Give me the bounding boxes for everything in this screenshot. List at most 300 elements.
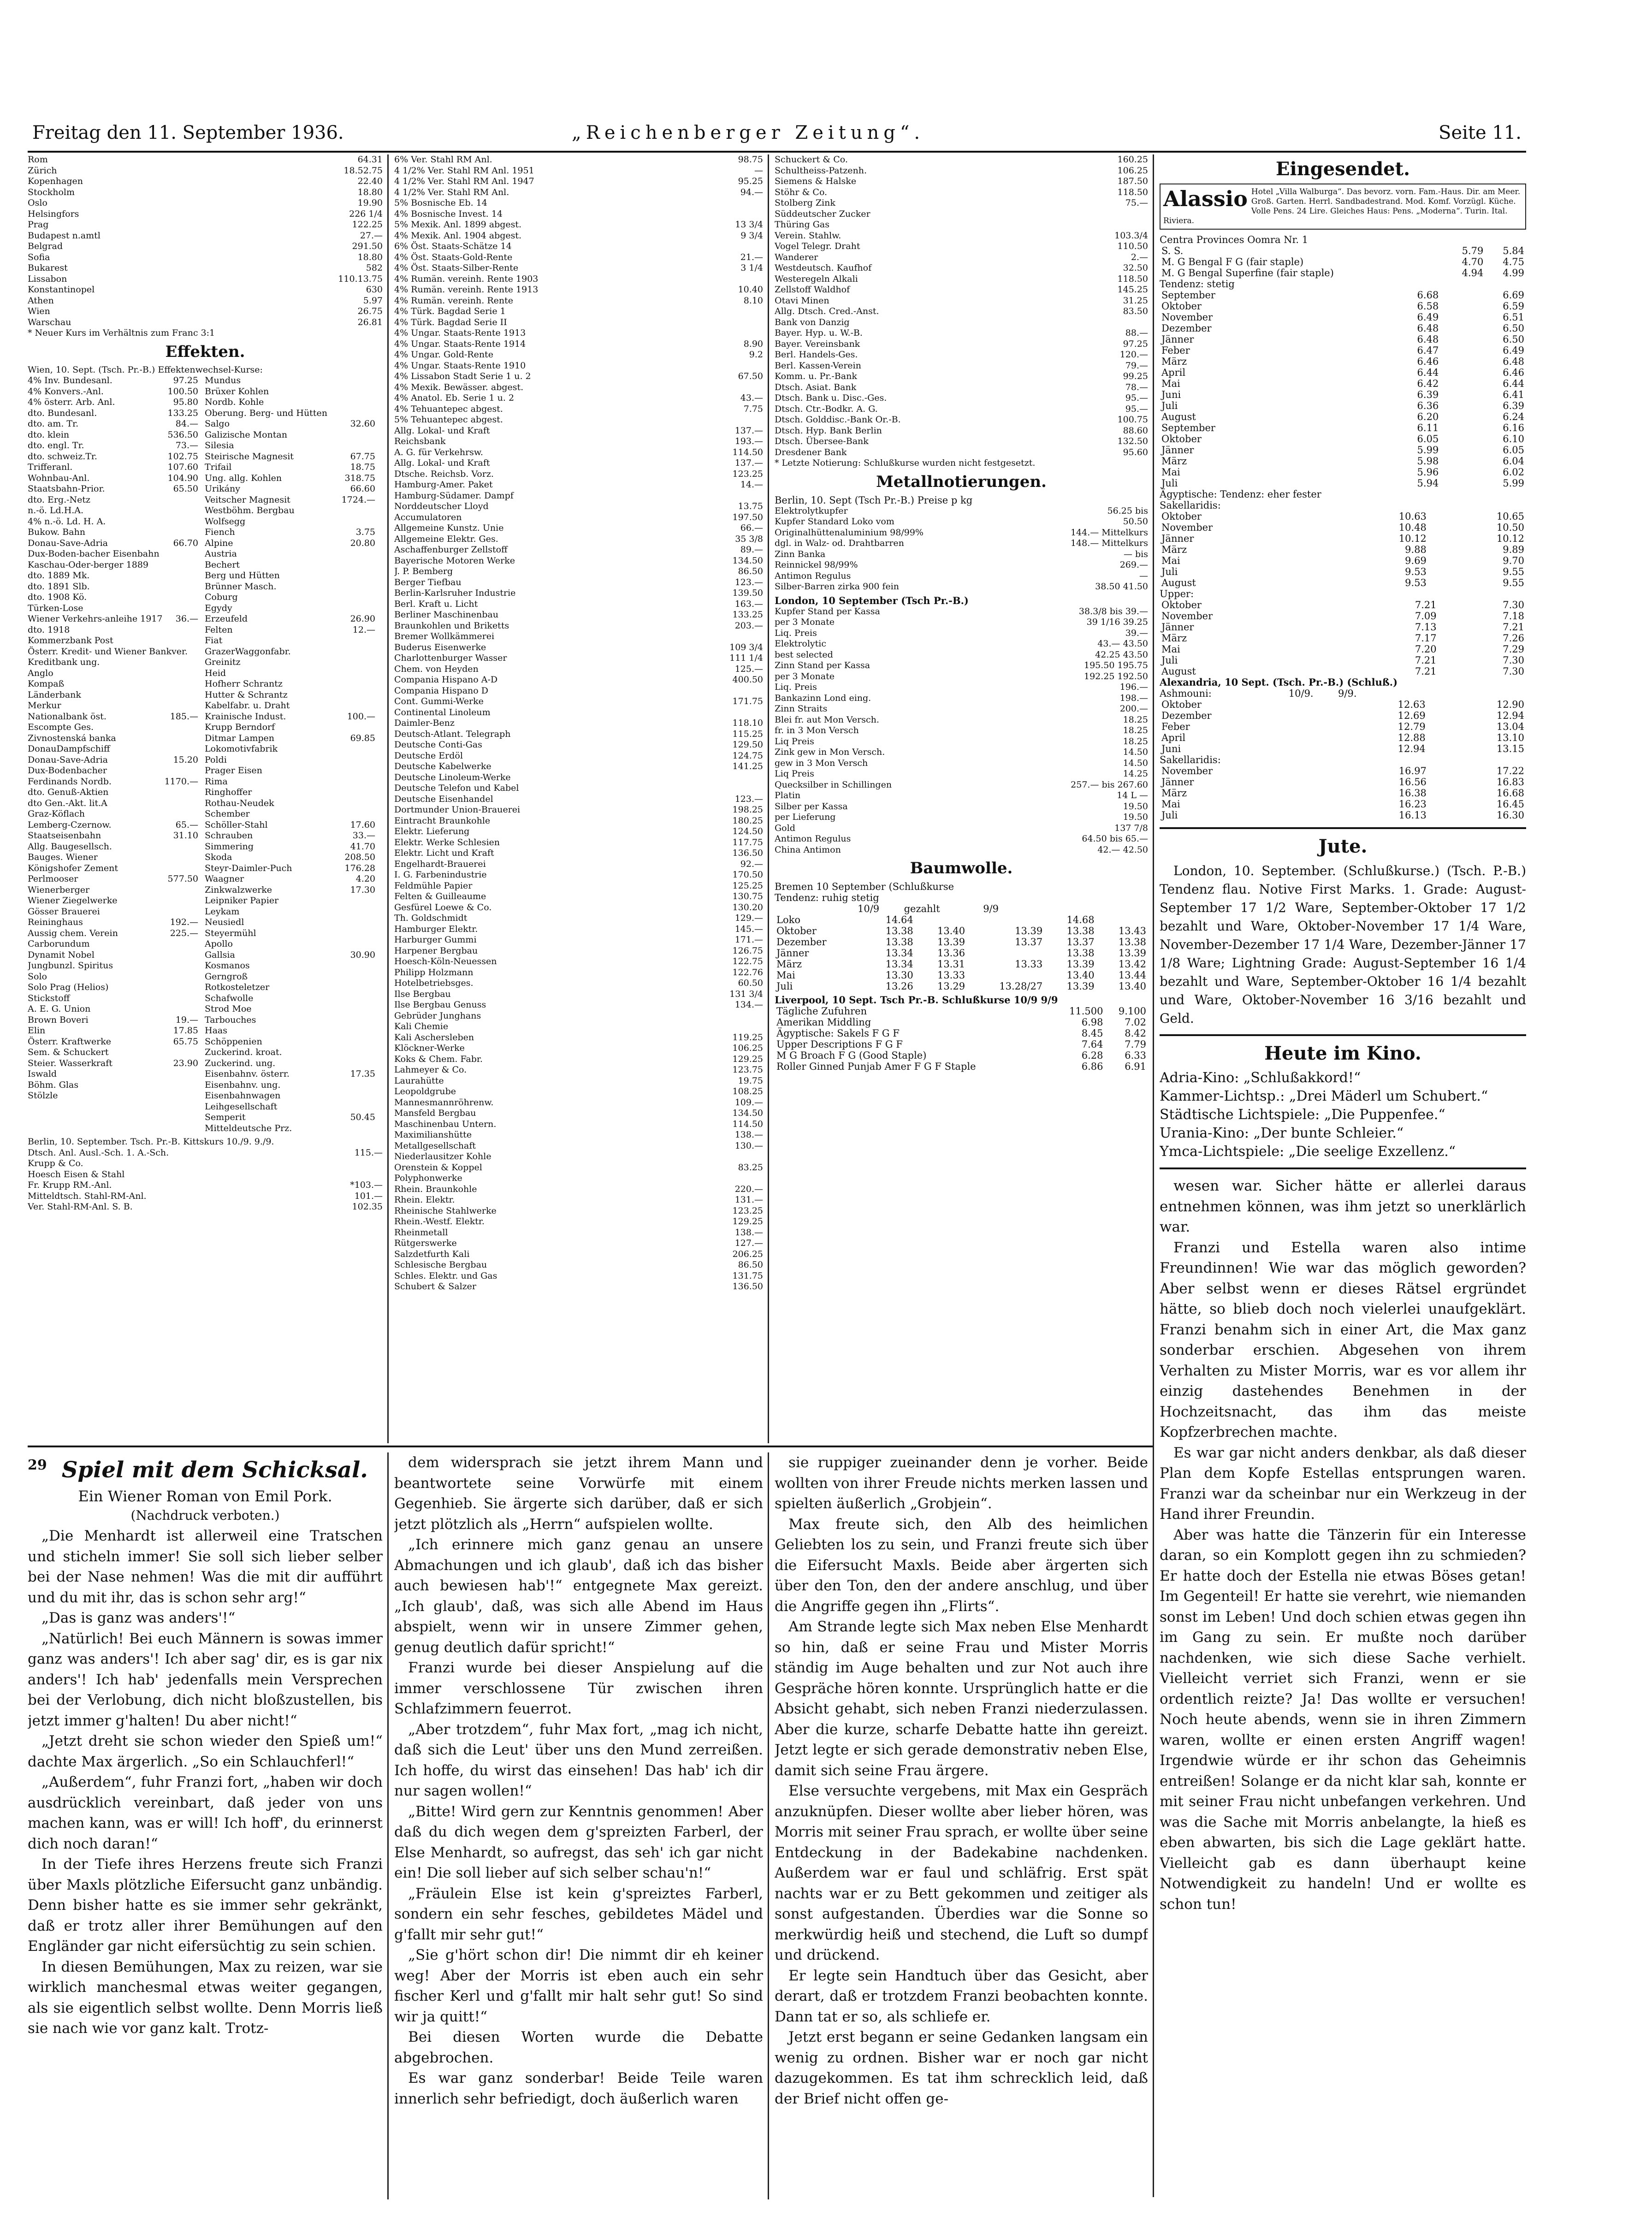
metal-london-row — [775, 845, 1148, 856]
security-row — [394, 263, 763, 274]
effekten-row — [28, 1069, 198, 1080]
security-row — [394, 1108, 763, 1119]
security-row — [394, 924, 763, 935]
security-row-value: 21.— — [740, 252, 763, 262]
security-row — [394, 328, 763, 339]
security-row — [394, 512, 763, 523]
fx-rate-row — [28, 176, 383, 187]
stock-row-label: Berl. Kassen-Verein — [775, 360, 861, 371]
effekten-row-label: Sem. & Schuckert — [28, 1047, 109, 1057]
metal-london-row-label: Liq. Preis — [775, 682, 817, 692]
effekten-row-label: Iswald — [28, 1069, 57, 1079]
security-row-value: 109.— — [734, 1097, 763, 1108]
security-row — [394, 523, 763, 534]
effekten-row — [205, 473, 375, 484]
security-row — [394, 913, 763, 924]
security-row — [394, 382, 763, 393]
effekten-row-label: Berg und Hütten — [205, 570, 280, 581]
berlin-row — [28, 1202, 383, 1213]
stock-row-label: Zellstoff Waldhof — [775, 284, 850, 295]
stock-row-value: 160.25 — [1117, 154, 1148, 165]
effekten-row — [205, 505, 375, 516]
effekten-row — [28, 863, 198, 874]
effekten-row-value: 36.— — [175, 614, 198, 624]
security-row-label: Continental Linoleum — [394, 707, 491, 717]
month-row: Oktober 6.58 6.59 — [1161, 301, 1524, 312]
metal-london-row-value: 43.— 43.50 — [1097, 639, 1148, 649]
security-row-value: 7.75 — [743, 403, 763, 414]
effekten-row — [205, 820, 375, 831]
cotton-row: Mai 13.30 13.33 13.40 13.44 — [776, 970, 1146, 981]
security-row-value: 8.90 — [743, 338, 763, 349]
effekten-row — [28, 711, 198, 723]
stock-row-label: Thüring Gas — [775, 219, 830, 230]
effekten-row — [28, 830, 198, 841]
security-row-value: 193.— — [734, 436, 763, 446]
stock-row — [775, 371, 1148, 382]
effekten-row — [205, 690, 375, 701]
cp-row: M. G Bengal F G (fair staple) 4.70 4.75 — [1161, 256, 1524, 267]
effekten-row-label: n.-ö. Ld.H.A. — [28, 505, 84, 516]
fx-rate-row-value: 226 1/4 — [349, 208, 383, 219]
stock-row — [775, 209, 1148, 220]
metal-london-row-value: 14.50 — [1123, 747, 1148, 757]
fx-rate-row-value: 18.80 — [357, 252, 383, 262]
metal-row-label: Originalhüttenaluminium 98/99% — [775, 527, 924, 538]
metal-row — [775, 506, 1148, 517]
security-row-label: 5% Mexik. Anl. 1899 abgest. — [394, 219, 522, 230]
effekten-row — [28, 972, 198, 983]
novel-column-1 — [28, 1452, 383, 2199]
novel-paragraph: „Bitte! Wird gern zur Kenntnis genommen! Aber daß du dich wegen dem g'spreizten Farberl, der Else Menhardt, so aufregst, das seh' ich gar nicht ein! Die soll lieber auf sich selber schau'n!“ — [394, 1803, 763, 1881]
metal-london-row — [775, 671, 1148, 682]
effekten-row-value: 66.70 — [173, 538, 198, 548]
fx-rate-row-label: Sofia — [28, 252, 50, 262]
effekten-row — [28, 419, 198, 430]
effekten-row — [205, 700, 375, 711]
effekten-row-value: 95.80 — [173, 397, 198, 407]
effekten-row — [205, 625, 375, 636]
cotton-months-table — [1160, 290, 1526, 489]
effekten-row-label: Rothau-Neudek — [205, 798, 274, 808]
security-row-label: 4 1/2% Ver. Stahl RM Anl. 1951 — [394, 165, 534, 176]
effekten-row — [205, 982, 375, 993]
metal-london-row-label: Liq Preis — [775, 769, 814, 779]
effekten-row — [205, 581, 375, 593]
security-row-label: 4% Ungar. Staats-Rente 1914 — [394, 338, 526, 349]
section-rule — [1160, 827, 1526, 829]
hotel-advertisement — [1160, 184, 1526, 230]
berlin-row-label: Fr. Krupp RM.-Anl. — [28, 1180, 112, 1190]
kino-heading: Heute im Kino. — [1264, 1043, 1421, 1064]
month-row: Juni 12.94 13.15 — [1161, 743, 1524, 754]
effekten-row-value: 133.25 — [167, 408, 198, 418]
effekten-row-label: 4% österr. Arb. Anl. — [28, 397, 115, 407]
effekten-row-label: Veitscher Magnesit — [205, 494, 290, 505]
effekten-row-label: Felten — [205, 624, 233, 635]
effekten-row — [205, 1069, 375, 1080]
effekten-row-value: 4.20 — [355, 874, 375, 884]
stock-row-label: Siemens & Halske — [775, 176, 857, 186]
security-row-value: 129.— — [734, 913, 763, 923]
month-row: April 12.88 13.10 — [1161, 732, 1524, 743]
effekten-row-value: 33.— — [352, 830, 375, 841]
security-row-value: 83.25 — [738, 1162, 763, 1173]
security-row-value: 119.25 — [732, 1032, 763, 1043]
security-row-label: 4 1/2% Ver. Stahl RM Anl. 1947 — [394, 176, 534, 186]
upper-table — [1160, 599, 1526, 677]
stock-row-label: Westdeutsch. Kaufhof — [775, 263, 872, 273]
security-row-value: 9.2 — [749, 350, 763, 360]
security-row-label: 6% Öst. Staats-Schätze 14 — [394, 241, 512, 251]
month-row: Oktober 6.05 6.10 — [1161, 433, 1524, 444]
berlin-row — [28, 1169, 383, 1180]
effekten-row — [205, 408, 375, 419]
security-row-value: 129.50 — [732, 740, 763, 750]
security-row-label: 4% Rumän. vereinh. Rente — [394, 295, 513, 306]
metal-row — [775, 549, 1148, 560]
effekten-row — [205, 657, 375, 668]
header-rule — [28, 151, 1526, 153]
security-row — [394, 599, 763, 610]
security-row-label: Hotelbetriebsges. — [394, 978, 474, 988]
security-row-value: 125.25 — [732, 880, 763, 891]
eingesendet-heading: Eingesendet. — [1275, 158, 1410, 180]
stock-row-value: 110.50 — [1117, 241, 1148, 251]
effekten-row-label: Waagner — [205, 874, 244, 884]
security-row — [394, 686, 763, 697]
effekten-row-label: Kommerzbank Post — [28, 635, 113, 646]
metal-london-row — [775, 606, 1148, 617]
effekten-row — [28, 700, 198, 711]
security-row — [394, 252, 763, 263]
stock-row-value: 88.— — [1125, 328, 1148, 338]
security-row-value: 124.50 — [732, 826, 763, 836]
security-row-label: Mannesmannröhrenw. — [394, 1097, 494, 1108]
security-row-value: 400.50 — [732, 675, 763, 685]
stock-row-value: 100.75 — [1117, 415, 1148, 425]
effekten-row — [205, 907, 375, 918]
effekten-row — [205, 1090, 375, 1102]
effekten-row — [28, 798, 198, 809]
month-row: März 16.38 16.68 — [1161, 788, 1524, 799]
security-row-label: Allgemeine Kunstz. Unie — [394, 523, 504, 533]
effekten-row — [28, 907, 198, 918]
fx-rate-row-label: Zürich — [28, 165, 57, 176]
metal-london-row — [775, 628, 1148, 639]
tendency-heading: Tendenz: stetig — [1160, 279, 1235, 290]
security-row — [394, 154, 763, 166]
effekten-row — [205, 1025, 375, 1037]
cotton-row: Oktober 13.38 13.40 13.39 13.38 13.43 — [776, 925, 1146, 936]
security-row — [394, 675, 763, 686]
security-row-value: 136.50 — [732, 848, 763, 858]
column-divider — [768, 1452, 769, 2199]
header-date: Freitag den 11. September 1936. — [32, 122, 344, 143]
fx-rate-row — [28, 209, 383, 220]
novel-paragraph: Jetzt erst begann er seine Gedanken langsam ein wenig zu ordnen. Bisher war er noch gar nicht dazugekommen. Es tat ihm schrecklich leid, daß der Brief nicht offen ge- — [775, 2029, 1148, 2107]
security-row-value: 163.— — [734, 598, 763, 609]
stock-row-label: Komm. u. Pr.-Bank — [775, 371, 857, 381]
security-row-label: 4% Bosnische Invest. 14 — [394, 208, 503, 219]
stock-row — [775, 296, 1148, 307]
month-row: September 6.68 6.69 — [1161, 290, 1524, 301]
security-row-label: 6% Ver. Stahl RM Anl. — [394, 154, 492, 165]
fx-rate-row-label: Prag — [28, 219, 49, 230]
metal-london-row-label: Antimon Regulus — [775, 834, 851, 844]
effekten-row-value: 31.10 — [173, 830, 198, 841]
novel-paragraph: Bei diesen Worten wurde die Debatte abgebrochen. — [394, 2029, 763, 2066]
metal-london-row — [775, 823, 1148, 834]
month-row: Dezember 6.48 6.50 — [1161, 323, 1524, 334]
novel-paragraph: wesen war. Sicher hätte er allerlei daraus entnehmen können, was ihm jetzt so unerklärlich war. — [1160, 1178, 1526, 1235]
metal-london-row-value: 257.— bis 267.60 — [1071, 779, 1148, 790]
metal-london-row — [775, 617, 1148, 628]
novel-paragraph: Max freute sich, den Alb des heimlichen Geliebten los zu sein, und Franzi freute sich über die Eifersucht Maxls. Beide aber ärgerten sich über den Ton, den der andere anschlug, und über die Angriffe gegen ihn „Flirts“. — [775, 1516, 1148, 1615]
security-row-value: 180.25 — [732, 815, 763, 826]
security-row-label: Gebrüder Junghans — [394, 1010, 481, 1021]
metal-row-label: Elektrolytkupfer — [775, 505, 848, 516]
metal-row — [775, 527, 1148, 539]
stock-row-label: Schuckert & Co. — [775, 154, 848, 165]
security-row — [394, 1281, 763, 1292]
stock-row-label: Dresdener Bank — [775, 447, 847, 457]
berlin-row — [28, 1158, 383, 1169]
effekten-row — [28, 917, 198, 928]
security-row-label: Eintracht Braunkohle — [394, 815, 491, 826]
metal-london-row — [775, 715, 1148, 726]
security-row-value: 118.10 — [732, 718, 763, 728]
security-row-label: Leopoldgrube — [394, 1086, 456, 1096]
metal-london-row — [775, 704, 1148, 715]
effekten-row-label: Heid — [205, 668, 226, 678]
security-row-value: 89.— — [740, 545, 763, 555]
security-row-label: Hamburg-Amer. Paket — [394, 480, 493, 490]
security-row-label: Schubert & Salzer — [394, 1281, 477, 1292]
fx-rate-row-label: Wien — [28, 306, 50, 316]
cp-row: M. G Bengal Superfine (fair staple) 4.94 4.99 — [1161, 267, 1524, 279]
effekten-row-value: 97.25 — [173, 375, 198, 385]
effekten-row-label: Reininghaus — [28, 917, 83, 927]
fx-rate-row-value: 110.13.75 — [338, 273, 383, 284]
security-row-value: 122.75 — [732, 956, 763, 966]
security-row-value: 123.— — [734, 577, 763, 587]
effekten-row-label: Brown Boveri — [28, 1014, 89, 1025]
security-row — [394, 545, 763, 556]
stock-row — [775, 393, 1148, 404]
security-row — [394, 274, 763, 285]
cp-row: S. S. 5.79 5.84 — [1161, 245, 1524, 256]
berlin-row-value: 101.— — [354, 1191, 383, 1201]
cotton-row: März 13.34 13.31 13.33 13.39 13.42 — [776, 959, 1146, 970]
metal-london-row-label: Quecksilber in Schillingen — [775, 779, 892, 790]
security-row-label: Feldmühle Papier — [394, 880, 473, 891]
fx-rate-row — [28, 263, 383, 274]
security-row-value: 129.25 — [732, 1216, 763, 1227]
effekten-row-label: Nordb. Kohle — [205, 397, 264, 407]
security-row-label: 4% Lissabon Stadt Serie 1 u. 2 — [394, 371, 531, 381]
effekten-row — [28, 755, 198, 766]
novel-column-4 — [1160, 1176, 1526, 1914]
security-row-label: Ilse Bergbau — [394, 989, 451, 999]
novel-paragraph: „Natürlich! Bei euch Männern is sowas immer ganz was anders'! Ich aber sag' dir, es is gar nix anders'! Ich hab' jedenfalls mein Versprechen bei der Verlobung, dich nicht bloßzustellen, bis jetzt immer g'halten! Du aber nicht!“ — [28, 1630, 383, 1729]
effekten-row — [205, 993, 375, 1004]
effekten-row-label: Allg. Baugesellsch. — [28, 841, 112, 852]
effekten-row-value: 536.50 — [167, 429, 198, 440]
effekten-row-label: Solo Prag (Helios) — [28, 982, 109, 992]
security-row-label: 4% Mexik. Bewässer. abgest. — [394, 382, 524, 392]
metal-row-value: 38.50 41.50 — [1095, 581, 1148, 592]
effekten-row — [205, 1015, 375, 1026]
effekten-row-label: Mundus — [205, 375, 241, 385]
kino-entry: Urania-Kino: „Der bunte Schleier.“ — [1160, 1125, 1404, 1141]
security-row — [394, 1271, 763, 1282]
kino-entry: Städtische Lichtspiele: „Die Puppenfee.“ — [1160, 1107, 1445, 1123]
security-row-value: 111 1/4 — [729, 653, 763, 663]
security-row-value: 117.75 — [732, 837, 763, 847]
newspaper-page — [28, 118, 1526, 2202]
effekten-row-label: Österr. Kredit- und Wiener Bankver. — [28, 646, 188, 657]
stock-row — [775, 284, 1148, 296]
effekten-row-label: GrazerWaggonfabr. — [205, 646, 291, 657]
effekten-row-value: 104.90 — [167, 473, 198, 483]
security-row — [394, 707, 763, 718]
fx-rate-row-label: Stockholm — [28, 187, 75, 197]
effekten-row — [28, 516, 198, 527]
effekten-row — [205, 939, 375, 950]
security-row-label: 4 1/2% Ver. Stahl RM Anl. — [394, 187, 509, 197]
security-row-label: Daimler-Benz — [394, 718, 455, 728]
month-row: Juli 6.36 6.39 — [1161, 400, 1524, 411]
effekten-row-label: Donau-Save-Adria — [28, 754, 108, 765]
effekten-row-label: Kabelfabr. u. Draht — [205, 700, 290, 711]
stock-row-value: 31.25 — [1123, 295, 1148, 306]
security-row-value: 123.75 — [732, 1065, 763, 1075]
month-row: Feber 6.47 6.49 — [1161, 345, 1524, 356]
metal-row-label: Reinnickel 98/99% — [775, 560, 858, 570]
effekten-row-value: 19.— — [175, 1014, 198, 1025]
security-row-label: Harburger Gummi — [394, 935, 477, 945]
month-row: Juli 5.94 5.99 — [1161, 478, 1524, 489]
berlin-row-label: Ver. Stahl-RM-Anl. S. B. — [28, 1202, 133, 1212]
security-row-value: 198.25 — [732, 805, 763, 815]
effekten-row-label: Stickstoff — [28, 993, 70, 1003]
effekten-row — [205, 711, 375, 723]
berlin-heading: Berlin, 10. September. Tsch. Pr.-B. Kittskurs 10./9. 9./9. — [28, 1137, 274, 1147]
effekten-row-value: 65.50 — [173, 484, 198, 494]
metal-row-label: Kupfer Standard Loko vom — [775, 516, 894, 527]
stock-row-label: Vogel Telegr. Draht — [775, 241, 860, 251]
security-row-value: 94.— — [740, 187, 763, 197]
effekten-row — [28, 668, 198, 679]
security-row-label: 4% Öst. Staats-Gold-Rente — [394, 252, 513, 262]
effekten-row-label: dto. 1891 Slb. — [28, 581, 90, 592]
effekten-row — [28, 570, 198, 581]
metal-london-row-value: 38.3/8 bis 39.— — [1078, 606, 1148, 616]
metal-row-label: Silber-Barren zirka 900 fein — [775, 581, 899, 592]
security-row — [394, 501, 763, 512]
novel-paragraph: Franzi wurde bei dieser Anspielung auf die immer verschlossene Tür zwischen ihren Schlafzimmern feuerrot. — [394, 1659, 763, 1717]
security-row-label: 4% Ungar. Staats-Rente 1910 — [394, 360, 526, 371]
berlin-list — [28, 1148, 383, 1213]
fx-rate-row-label: Athen — [28, 295, 54, 306]
effekten-row-label: Simmering — [205, 841, 254, 852]
effekten-row-label: Jungbunzl. Spiritus — [28, 960, 113, 971]
security-row-label: Deutsch-Atlant. Telegraph — [394, 729, 511, 739]
effekten-row — [205, 462, 375, 473]
cotton-liverpool-heading: Liverpool, 10 Sept. Tsch Pr.-B. Schlußkurse 10/9 9/9 — [775, 994, 1058, 1006]
effekten-row-value: 1170.— — [164, 776, 198, 787]
security-row-label: Charlottenburger Wasser — [394, 653, 507, 663]
security-row-label: Hamburg-Südamer. Dampf — [394, 490, 514, 501]
security-row-value: 60.50 — [738, 978, 763, 988]
month-row: Mai 9.69 9.70 — [1161, 555, 1524, 566]
effekten-row — [205, 375, 375, 386]
security-row-value: 86.50 — [738, 1260, 763, 1270]
fx-rate-row-label: Budapest n.amtl — [28, 230, 101, 241]
effekten-row-label: Silesia — [205, 440, 234, 450]
security-row — [394, 956, 763, 967]
effekten-row — [28, 1037, 198, 1048]
effekten-row-label: Gallsia — [205, 949, 235, 960]
effekten-row — [205, 614, 375, 625]
effekten-row-label: Schember — [205, 809, 250, 819]
metal-london-row — [775, 639, 1148, 650]
effekten-row — [205, 928, 375, 939]
effekten-row-label: Schrauben — [205, 830, 253, 841]
security-row — [394, 1130, 763, 1141]
security-row — [394, 306, 763, 317]
effekten-row — [205, 776, 375, 788]
security-row-label: Buderus Eisenwerke — [394, 642, 486, 652]
security-row-label: Deutsche Telefon und Kabel — [394, 783, 519, 793]
effekten-row-label: dto. Bundesanl. — [28, 408, 97, 418]
effekten-row-label: dto. am. Tr. — [28, 419, 79, 429]
security-row-value: 136.50 — [732, 1281, 763, 1292]
effekten-row — [205, 1047, 375, 1058]
effekten-row-label: Bechert — [205, 559, 240, 570]
stocks-list — [775, 154, 1148, 458]
metal-london-row-label: per 3 Monate — [775, 671, 835, 681]
security-row-label: Cont. Gummi-Werke — [394, 696, 484, 706]
effekten-row-label: Ung. allg. Kohlen — [205, 473, 282, 483]
metal-heading: Metallnotierungen. — [876, 472, 1047, 491]
effekten-row — [28, 874, 198, 885]
effekten-row-label: Krupp Berndorf — [205, 722, 275, 732]
effekten-row — [205, 917, 375, 928]
security-row — [394, 967, 763, 978]
effekten-row-label: Merkur — [28, 700, 61, 711]
effekten-row — [28, 982, 198, 993]
effekten-row — [28, 408, 198, 419]
effekten-row-label: Zinkwalzwerke — [205, 884, 272, 895]
effekten-row-value: 192.— — [170, 917, 198, 927]
metal-london-row-value: 18.25 — [1123, 714, 1148, 725]
effekten-row-label: dto Gen.-Akt. lit.A — [28, 798, 107, 808]
novel-note: (Nachdruck verboten.) — [130, 1508, 280, 1523]
security-row — [394, 1141, 763, 1152]
security-row — [394, 881, 763, 892]
security-row-value: 123.25 — [732, 1205, 763, 1216]
security-row — [394, 740, 763, 751]
security-row — [394, 480, 763, 491]
effekten-row-value: 73.— — [175, 440, 198, 450]
fx-rate-row — [28, 317, 383, 328]
security-row — [394, 1184, 763, 1195]
month-row: Mai 16.23 16.45 — [1161, 799, 1524, 810]
stock-row-value: 187.50 — [1117, 176, 1148, 186]
effekten-row — [28, 1047, 198, 1058]
